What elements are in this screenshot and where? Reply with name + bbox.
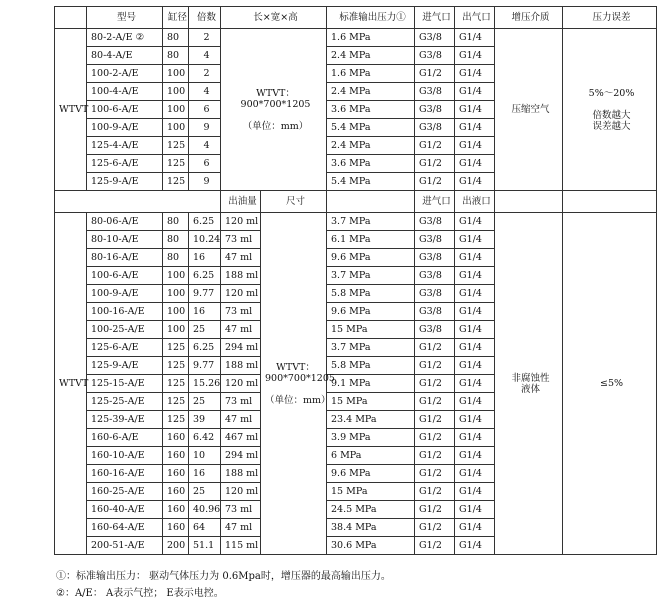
bore-cell: 160 xyxy=(163,465,189,483)
model-cell: 125-6-A/E xyxy=(87,155,163,173)
inlet-cell: G1/2 xyxy=(415,357,455,375)
pressure-cell: 24.5 MPa xyxy=(327,501,415,519)
error-cell xyxy=(563,29,657,191)
inlet-cell: G1/2 xyxy=(415,137,455,155)
model-cell: 125-6-A/E xyxy=(87,339,163,357)
dimensions-cell xyxy=(221,29,327,191)
model-cell: 80-2-A/E ② xyxy=(87,29,163,47)
model-cell: 100-6-A/E xyxy=(87,267,163,285)
table1-body xyxy=(55,7,657,191)
error-line2: 倍数越大 xyxy=(592,109,631,121)
oil-cell: 47 ml xyxy=(221,321,261,339)
bore-cell: 100 xyxy=(163,119,189,137)
bore-cell: 80 xyxy=(163,231,189,249)
header-inlet: 进气口 xyxy=(415,7,455,29)
outlet-cell: G1/4 xyxy=(455,339,495,357)
model-cell: 125-25-A/E xyxy=(87,393,163,411)
bore-cell: 80 xyxy=(163,249,189,267)
oil-cell: 73 ml xyxy=(221,231,261,249)
inlet-cell: G1/2 xyxy=(415,429,455,447)
pressure-cell: 2.4 MPa xyxy=(327,137,415,155)
pressure-cell: 5.4 MPa xyxy=(327,173,415,191)
model-cell: 100-16-A/E xyxy=(87,303,163,321)
medium-cell: 压缩空气 xyxy=(495,29,563,191)
header-inlet-2: 进气口 xyxy=(415,191,455,213)
inlet-cell: G3/8 xyxy=(415,303,455,321)
inlet-cell: G3/8 xyxy=(415,213,455,231)
oil-cell: 120 ml xyxy=(221,285,261,303)
dimensions-line1: WTVT： xyxy=(256,87,295,99)
model-cell: 80-16-A/E xyxy=(87,249,163,267)
pressure-cell: 5.8 MPa xyxy=(327,285,415,303)
table-row xyxy=(55,29,657,47)
bore-cell: 125 xyxy=(163,357,189,375)
ratio-cell: 25 xyxy=(189,483,221,501)
footnote-2: ②：A/E： A表示气控； E表示电控。 xyxy=(56,588,224,599)
model-cell: 100-9-A/E xyxy=(87,285,163,303)
ratio-cell: 15.26 xyxy=(189,375,221,393)
ratio-cell: 6.25 xyxy=(189,213,221,231)
table2-body xyxy=(55,191,657,555)
model-cell: 125-9-A/E xyxy=(87,173,163,191)
series-label: WTVT xyxy=(55,29,87,191)
inlet-cell: G3/8 xyxy=(415,321,455,339)
outlet-cell: G1/4 xyxy=(455,249,495,267)
model-cell: 125-15-A/E xyxy=(87,375,163,393)
ratio-cell: 6 xyxy=(189,101,221,119)
oil-cell: 188 ml xyxy=(221,357,261,375)
dimensions-cell xyxy=(261,213,335,555)
inlet-cell: G1/2 xyxy=(415,483,455,501)
footnote-1: ①：标准输出压力： 驱动气体压力为 0.6Mpa时，增压器的最高输出压力。 xyxy=(56,571,391,582)
ratio-cell: 2 xyxy=(189,29,221,47)
bore-cell: 160 xyxy=(163,483,189,501)
ratio-cell: 25 xyxy=(189,393,221,411)
oil-cell: 47 ml xyxy=(221,519,261,537)
model-cell: 200-51-A/E xyxy=(87,537,163,555)
inlet-cell: G1/2 xyxy=(415,465,455,483)
pressure-cell: 1.6 MPa xyxy=(327,29,415,47)
medium-cell xyxy=(495,213,563,555)
oil-cell: 73 ml xyxy=(221,303,261,321)
model-cell: 80-06-A/E xyxy=(87,213,163,231)
bore-cell: 160 xyxy=(163,519,189,537)
inlet-cell: G1/2 xyxy=(415,375,455,393)
error-cell: ≤5% xyxy=(563,213,657,555)
pressure-cell: 9.6 MPa xyxy=(327,465,415,483)
outlet-cell: G1/4 xyxy=(455,155,495,173)
bore-cell: 100 xyxy=(163,65,189,83)
pressure-cell: 3.7 MPa xyxy=(327,213,415,231)
header-dimensions: 长×宽×高 xyxy=(221,7,327,29)
bore-cell: 160 xyxy=(163,501,189,519)
oil-cell: 188 ml xyxy=(221,465,261,483)
oil-cell: 47 ml xyxy=(221,411,261,429)
header-bore: 缸径 xyxy=(163,7,189,29)
table2-header-blank xyxy=(55,191,221,213)
model-cell: 125-39-A/E xyxy=(87,411,163,429)
ratio-cell: 16 xyxy=(189,249,221,267)
model-cell: 100-6-A/E xyxy=(87,101,163,119)
pressure-cell: 30.6 MPa xyxy=(327,537,415,555)
inlet-cell: G3/8 xyxy=(415,47,455,65)
pressure-cell: 9.6 MPa xyxy=(327,303,415,321)
oil-cell: 120 ml xyxy=(221,483,261,501)
ratio-cell: 9 xyxy=(189,119,221,137)
model-cell: 80-10-A/E xyxy=(87,231,163,249)
outlet-cell: G1/4 xyxy=(455,101,495,119)
bore-cell: 125 xyxy=(163,137,189,155)
outlet-cell: G1/4 xyxy=(455,375,495,393)
pressure-cell: 38.4 MPa xyxy=(327,519,415,537)
ratio-cell: 4 xyxy=(189,137,221,155)
outlet-cell: G1/4 xyxy=(455,29,495,47)
ratio-cell: 64 xyxy=(189,519,221,537)
header-medium-blank xyxy=(495,191,563,213)
ratio-cell: 25 xyxy=(189,321,221,339)
bore-cell: 125 xyxy=(163,155,189,173)
outlet-cell: G1/4 xyxy=(455,465,495,483)
pressure-cell: 2.4 MPa xyxy=(327,83,415,101)
ratio-cell: 6.25 xyxy=(189,267,221,285)
inlet-cell: G3/8 xyxy=(415,29,455,47)
oil-cell: 73 ml xyxy=(221,393,261,411)
inlet-cell: G1/2 xyxy=(415,393,455,411)
bore-cell: 125 xyxy=(163,339,189,357)
inlet-cell: G3/8 xyxy=(415,285,455,303)
spec-table xyxy=(54,6,657,555)
oil-cell: 188 ml xyxy=(221,267,261,285)
pressure-cell: 9.1 MPa xyxy=(327,375,415,393)
outlet-cell: G1/4 xyxy=(455,483,495,501)
outlet-cell: G1/4 xyxy=(455,447,495,465)
bore-cell: 125 xyxy=(163,393,189,411)
ratio-cell: 10 xyxy=(189,447,221,465)
pressure-cell: 3.7 MPa xyxy=(327,339,415,357)
header-outlet: 出气口 xyxy=(455,7,495,29)
ratio-cell: 40.96 xyxy=(189,501,221,519)
header-pressure: 标准输出压力① xyxy=(327,7,415,29)
inlet-cell: G3/8 xyxy=(415,267,455,285)
outlet-cell: G1/4 xyxy=(455,393,495,411)
series-header-cell xyxy=(55,7,87,29)
inlet-cell: G1/2 xyxy=(415,519,455,537)
oil-cell: 47 ml xyxy=(221,249,261,267)
pressure-cell: 3.7 MPa xyxy=(327,267,415,285)
ratio-cell: 6.25 xyxy=(189,339,221,357)
header-oil: 出油量 xyxy=(221,191,261,213)
inlet-cell: G3/8 xyxy=(415,249,455,267)
bore-cell: 80 xyxy=(163,29,189,47)
oil-cell: 294 ml xyxy=(221,447,261,465)
oil-cell: 73 ml xyxy=(221,501,261,519)
table2-header-row xyxy=(55,191,657,213)
inlet-cell: G3/8 xyxy=(415,83,455,101)
outlet-cell: G1/4 xyxy=(455,267,495,285)
oil-cell: 120 ml xyxy=(221,375,261,393)
outlet-cell: G1/4 xyxy=(455,173,495,191)
pressure-cell: 15 MPa xyxy=(327,393,415,411)
bore-cell: 125 xyxy=(163,411,189,429)
header-error-blank xyxy=(563,191,657,213)
inlet-cell: G1/2 xyxy=(415,501,455,519)
pressure-cell: 3.6 MPa xyxy=(327,155,415,173)
bore-cell: 100 xyxy=(163,321,189,339)
model-cell: 160-6-A/E xyxy=(87,429,163,447)
bore-cell: 80 xyxy=(163,213,189,231)
pressure-cell: 1.6 MPa xyxy=(327,65,415,83)
bore-cell: 100 xyxy=(163,285,189,303)
pressure-cell: 5.4 MPa xyxy=(327,119,415,137)
model-cell: 125-4-A/E xyxy=(87,137,163,155)
medium-line1: 非腐蚀性 xyxy=(511,372,550,384)
dimensions-line2: 900*700*1205 xyxy=(265,372,335,384)
outlet-cell: G1/4 xyxy=(455,213,495,231)
pressure-cell: 2.4 MPa xyxy=(327,47,415,65)
outlet-cell: G1/4 xyxy=(455,285,495,303)
oil-cell: 467 ml xyxy=(221,429,261,447)
header-error: 压力误差 xyxy=(563,7,657,29)
bore-cell: 160 xyxy=(163,447,189,465)
header-model: 型号 xyxy=(87,7,163,29)
ratio-cell: 16 xyxy=(189,303,221,321)
dimensions-unit: （单位：mm） xyxy=(242,120,309,132)
inlet-cell: G1/2 xyxy=(415,65,455,83)
model-cell: 160-10-A/E xyxy=(87,447,163,465)
outlet-cell: G1/4 xyxy=(455,537,495,555)
outlet-cell: G1/4 xyxy=(455,321,495,339)
model-cell: 100-9-A/E xyxy=(87,119,163,137)
bore-cell: 100 xyxy=(163,83,189,101)
header-ratio: 倍数 xyxy=(189,7,221,29)
oil-cell: 120 ml xyxy=(221,213,261,231)
outlet-cell: G1/4 xyxy=(455,137,495,155)
outlet-cell: G1/4 xyxy=(455,119,495,137)
bore-cell: 100 xyxy=(163,267,189,285)
pressure-cell: 15 MPa xyxy=(327,321,415,339)
inlet-cell: G1/2 xyxy=(415,447,455,465)
model-cell: 80-4-A/E xyxy=(87,47,163,65)
model-cell: 125-9-A/E xyxy=(87,357,163,375)
bore-cell: 80 xyxy=(163,47,189,65)
ratio-cell: 4 xyxy=(189,83,221,101)
ratio-cell: 10.24 xyxy=(189,231,221,249)
outlet-cell: G1/4 xyxy=(455,501,495,519)
outlet-cell: G1/4 xyxy=(455,47,495,65)
ratio-cell: 39 xyxy=(189,411,221,429)
table-row xyxy=(55,213,657,231)
inlet-cell: G1/2 xyxy=(415,411,455,429)
ratio-cell: 6 xyxy=(189,155,221,173)
header-outlet-2: 出液口 xyxy=(455,191,495,213)
ratio-cell: 16 xyxy=(189,465,221,483)
oil-cell: 115 ml xyxy=(221,537,261,555)
bore-cell: 125 xyxy=(163,375,189,393)
model-cell: 160-40-A/E xyxy=(87,501,163,519)
medium-line2: 液体 xyxy=(521,383,541,395)
ratio-cell: 4 xyxy=(189,47,221,65)
ratio-cell: 9.77 xyxy=(189,285,221,303)
bore-cell: 100 xyxy=(163,101,189,119)
inlet-cell: G1/2 xyxy=(415,173,455,191)
ratio-cell: 6.42 xyxy=(189,429,221,447)
dimensions-line1: WTVT： xyxy=(276,361,315,373)
oil-cell: 294 ml xyxy=(221,339,261,357)
inlet-cell: G1/2 xyxy=(415,339,455,357)
outlet-cell: G1/4 xyxy=(455,83,495,101)
ratio-cell: 2 xyxy=(189,65,221,83)
inlet-cell: G1/2 xyxy=(415,155,455,173)
inlet-cell: G3/8 xyxy=(415,101,455,119)
bore-cell: 200 xyxy=(163,537,189,555)
ratio-cell: 9.77 xyxy=(189,357,221,375)
error-line3: 误差越大 xyxy=(592,120,631,132)
pressure-cell: 15 MPa xyxy=(327,483,415,501)
footnotes xyxy=(56,568,391,602)
model-cell: 100-25-A/E xyxy=(87,321,163,339)
pressure-cell: 6 MPa xyxy=(327,447,415,465)
model-cell: 160-25-A/E xyxy=(87,483,163,501)
model-cell: 160-64-A/E xyxy=(87,519,163,537)
ratio-cell: 51.1 xyxy=(189,537,221,555)
outlet-cell: G1/4 xyxy=(455,411,495,429)
pressure-cell: 6.1 MPa xyxy=(327,231,415,249)
bore-cell: 100 xyxy=(163,303,189,321)
header-medium: 增压介质 xyxy=(495,7,563,29)
table1-header-row xyxy=(55,7,657,29)
outlet-cell: G1/4 xyxy=(455,303,495,321)
header-pressure-blank xyxy=(327,191,415,213)
model-cell: 160-16-A/E xyxy=(87,465,163,483)
bore-cell: 160 xyxy=(163,429,189,447)
model-cell: 100-4-A/E xyxy=(87,83,163,101)
dimensions-unit: （单位：mm） xyxy=(265,394,331,406)
outlet-cell: G1/4 xyxy=(455,357,495,375)
inlet-cell: G3/8 xyxy=(415,231,455,249)
ratio-cell: 9 xyxy=(189,173,221,191)
header-size: 尺寸 xyxy=(261,191,327,213)
bore-cell: 125 xyxy=(163,173,189,191)
inlet-cell: G3/8 xyxy=(415,119,455,137)
outlet-cell: G1/4 xyxy=(455,65,495,83)
outlet-cell: G1/4 xyxy=(455,429,495,447)
inlet-cell: G1/2 xyxy=(415,537,455,555)
pressure-cell: 9.6 MPa xyxy=(327,249,415,267)
outlet-cell: G1/4 xyxy=(455,231,495,249)
error-line1: 5%～20% xyxy=(588,87,635,99)
pressure-cell: 23.4 MPa xyxy=(327,411,415,429)
pressure-cell: 3.6 MPa xyxy=(327,101,415,119)
pressure-cell: 3.9 MPa xyxy=(327,429,415,447)
dimensions-line2: 900*700*1205 xyxy=(240,98,311,110)
pressure-cell: 5.8 MPa xyxy=(327,357,415,375)
outlet-cell: G1/4 xyxy=(455,519,495,537)
model-cell: 100-2-A/E xyxy=(87,65,163,83)
series-label: WTVT xyxy=(55,213,87,555)
